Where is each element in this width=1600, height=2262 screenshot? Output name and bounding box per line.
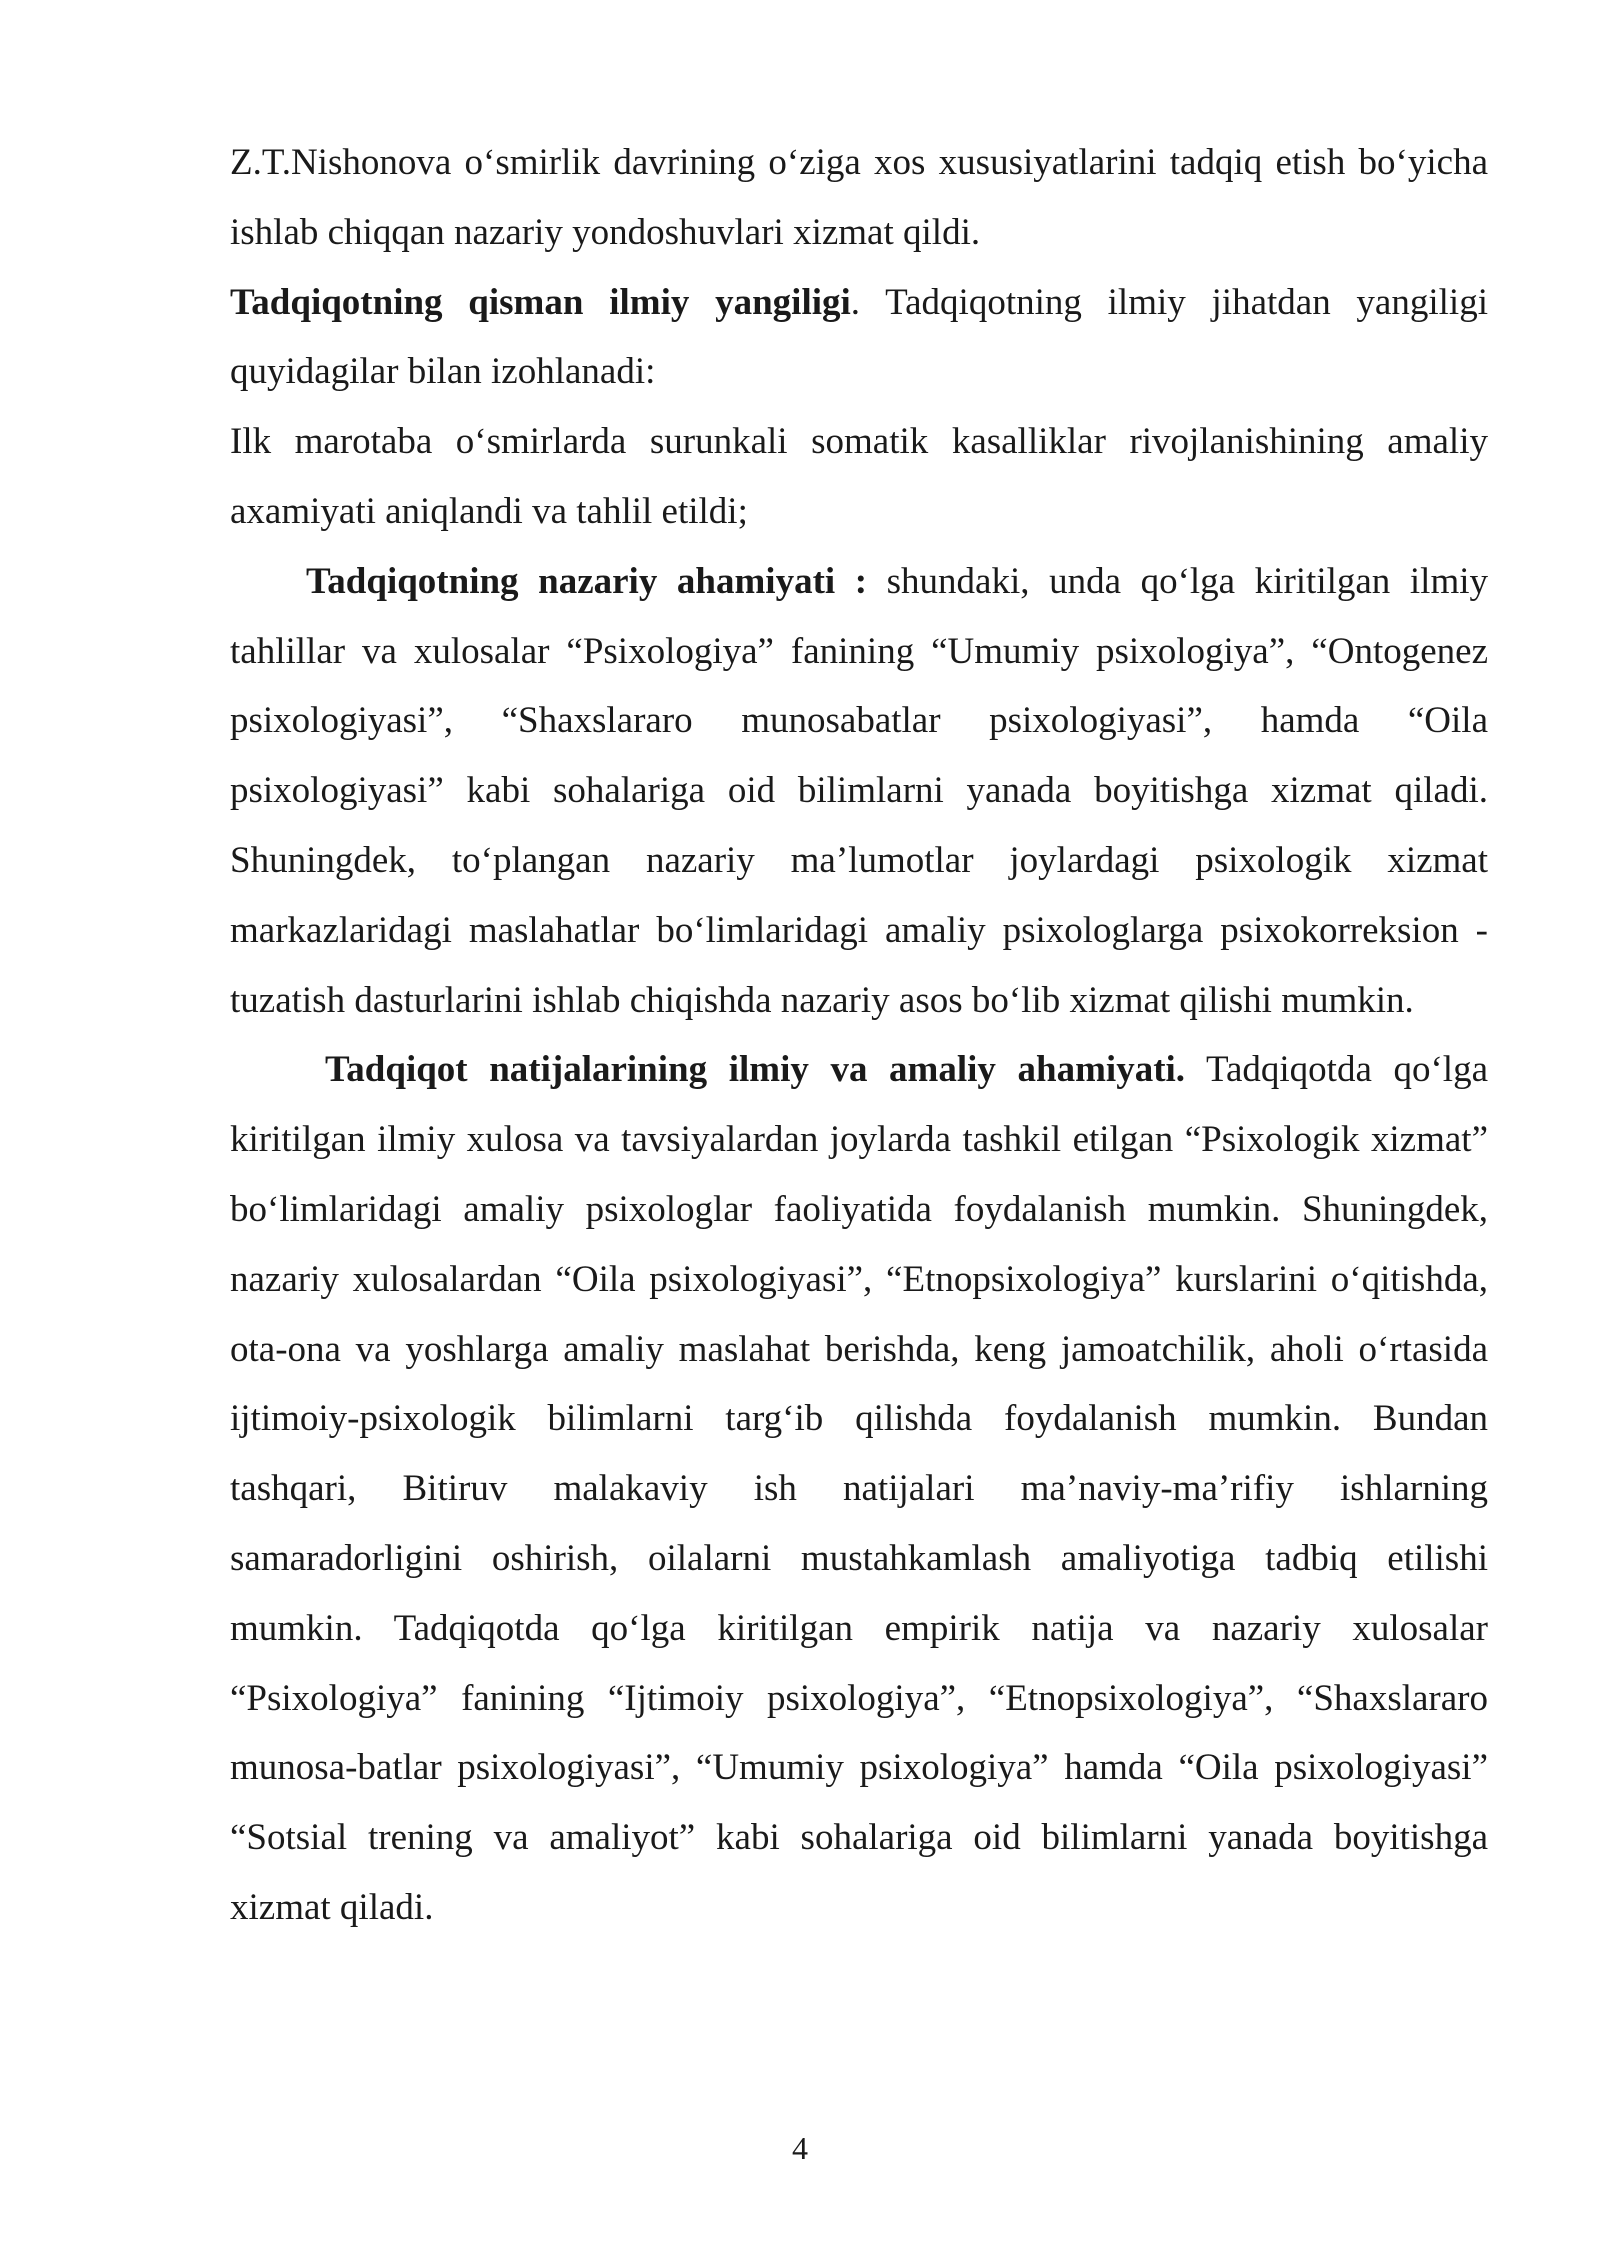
document-page <box>230 128 1488 1943</box>
page-number: 4 <box>792 2130 808 2166</box>
paragraph-practical-text: Tadqiqotda qo‘lga kiritilgan ilmiy xulosa va tavsiyalardan joylarda tashkil etilgan “Psixologik xizmat” bo‘limlaridagi amaliy psixologlar faoliyatida foydalanish mumkin. Shuningdek, nazariy xulosalardan “Oila psixologiyasi”, “Etnopsixologiya” kurslarini o‘qitishda, ota-ona va yoshlarga amaliy maslahat berishda, keng jamoatchilik, aholi o‘rtasida ijtimoiy-psixologik bilimlarni targ‘ib qilishda foydalanish mumkin. Bundan tashqari, Bitiruv malakaviy ish natijalari ma’naviy-ma’rifiy ishlarning samaradorligini oshirish, oilalarni mustahkamlash amaliyotiga tadbiq etilishi mumkin. Tadqiqotda qo‘lga kiritilgan empirik natija va nazariy xulosalar “Psixologiya” fanining “Ijtimoiy psixologiya”, “Etnopsixologiya”, “Shaxslararo munosa-batlar psixologiyasi”, “Umumiy psixologiya” hamda “Oila psixologiyasi” “Sotsial trening va amaliyot” kabi sohalariga oid bilimlarni yanada boyitishga xizmat qiladi. <box>230 1049 1488 1928</box>
paragraph-novelty-text: . Tadqiqotning ilmiy jihatdan yangiligi quyidagilar bilan izohlanadi: <box>230 281 1488 393</box>
heading-theoretical: Tadqiqotning nazariy ahamiyati : <box>306 560 868 602</box>
paragraph-first-time-text: Ilk marotaba o‘smirlarda surunkali somatik kasalliklar rivojlanishining amaliy axamiyati aniqlandi va tahlil etildi; <box>230 421 1488 532</box>
paragraph-first-time <box>230 407 1488 547</box>
paragraph-theoretical-text: shundaki, unda qo‘lga kiritilgan ilmiy tahlillar va xulosalar “Psixologiya” fanining “Umumiy psixologiya”, “Ontogenez psixologiyasi”, “Shaxslararo munosabatlar psixologiyasi”, hamda “Oila psixologiyasi” kabi sohalariga oid bilimlarni yanada boyitishga xizmat qiladi. Shuningdek, to‘plangan nazariy ma’lumotlar joylardagi psixologik xizmat markazlaridagi maslahatlar bo‘limlaridagi amaliy psixologlarga psixokorreksion - tuzatish dasturlarini ishlab chiqishda nazariy asos bo‘lib xizmat qilishi mumkin. <box>230 560 1488 1021</box>
heading-practical: Tadqiqot natijalarining ilmiy va amaliy ahamiyati. <box>325 1049 1186 1091</box>
paragraph-intro <box>230 128 1488 268</box>
paragraph-intro-text: Z.T.Nishonova o‘smirlik davrining o‘ziga xos xususiyatlarini tadqiq etish bo‘yicha ishlab chiqqan nazariy yondoshuvlari xizmat qildi. <box>230 142 1488 253</box>
paragraph-theoretical <box>230 547 1488 1036</box>
paragraph-novelty <box>230 268 1488 408</box>
heading-novelty: Tadqiqotning qisman ilmiy yangiligi <box>230 281 851 323</box>
paragraph-practical <box>230 1035 1488 1942</box>
